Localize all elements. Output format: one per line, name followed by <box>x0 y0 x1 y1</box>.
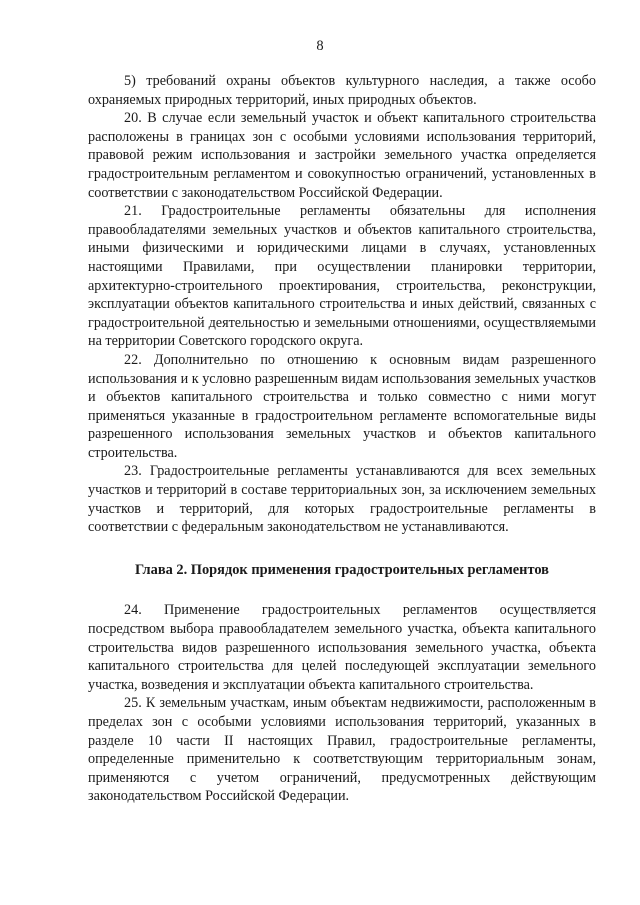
paragraph-23: 23. Градостроительные регламенты устанавливаются для всех земельных участков и территорий в составе территориальных зон, за исключением земельных участков и территорий, для которых градостроительные регламенты в соответствии с федеральным законодательством не устанавливаются. <box>88 463 596 536</box>
paragraph-24: 24. Применение градостроительных регламентов осуществляется посредством выбора правообладателем земельного участка, объекта капитального строительства видов разрешенного использования земельного участка, объекта капитального строительства для целей последующей эксплуатации земельного участка, возведения и эксплуатации объекта капитального строительства. <box>88 602 596 693</box>
chapter-heading: Глава 2. Порядок применения градостроительных регламентов <box>135 561 549 578</box>
page-number: 8 <box>316 38 324 54</box>
paragraph-20: 20. В случае если земельный участок и объект капитального строительства расположены в границах зон с особыми условиями использования территорий, правовой режим использования и застройки земельного участка определяется градостроительным регламентом и совокупностью ограничений, установленных в соответствии с законодательством Российской Федерации. <box>88 110 596 201</box>
paragraph-21: 21. Градостроительные регламенты обязательны для исполнения правообладателями земельных участков и объектов капитального строительства, иными физическими и юридическими лицами в случаях, установленных настоящими Правилами, при осуществлении планировки территории, архитектурно-строительного проектирования, строительства, реконструкции, эксплуатации объектов капитального строительства и иных действий, связанных с градостроительной деятельностью и земельными отношениями, осуществляемыми на территории Советского городского округа. <box>88 203 596 350</box>
document-body <box>88 72 596 806</box>
paragraph-22: 22. Дополнительно по отношению к основным видам разрешенного использования и к условно разрешенным видам использования земельных участков и объектов капитального строительства и только совместно с ними могут применяться указанные в градостроительном регламенте вспомогательные виды разрешенного использования земельных участков и объектов капитального строительства. <box>88 351 596 461</box>
paragraph-item-5: 5) требований охраны объектов культурного наследия, а также особо охраняемых природных территорий, иных природных объектов. <box>88 73 596 108</box>
paragraph-25: 25. К земельным участкам, иным объектам недвижимости, расположенным в пределах зон с особыми условиями использования территорий, указанных в разделе 10 части II настоящих Правил, градостроительные регламенты, определенные применительно к соответствующим территориальным зонам, применяются с учетом ограничений, предусмотренных действующим законодательством Российской Федерации. <box>88 695 596 805</box>
